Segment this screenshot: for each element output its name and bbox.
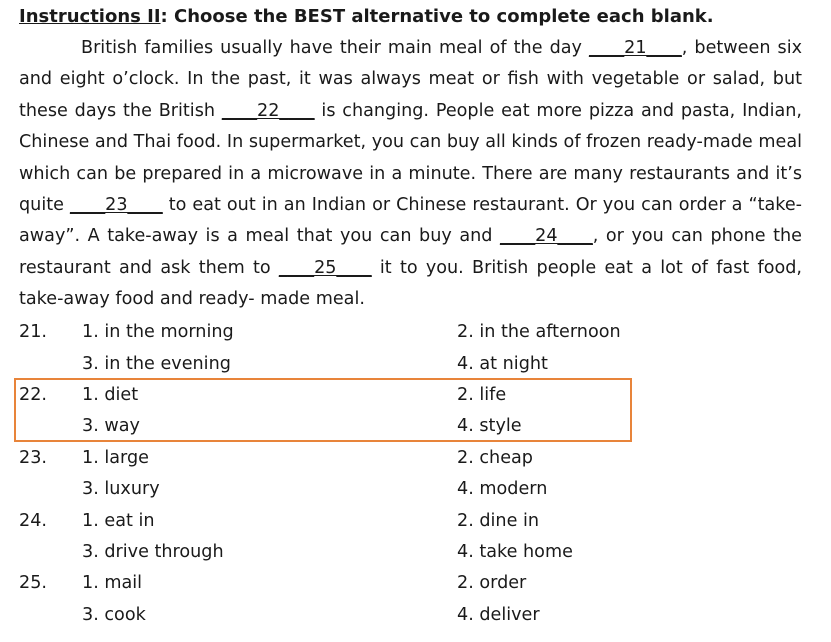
- option-choice: 3. cook: [82, 605, 146, 625]
- blank-22: ____22____: [221, 100, 315, 121]
- passage-segment: to eat out in an Indian or Chinese restaurant. Or you can order a “take-away”. A take-away is a meal that you can buy and: [19, 195, 803, 247]
- passage-segment: British families usually have their main meal of the day: [81, 38, 589, 58]
- option-choice: 3. luxury: [82, 479, 160, 499]
- question-number: 23.: [19, 448, 47, 468]
- question-number: 22.: [19, 385, 47, 405]
- instructions-heading: [19, 6, 714, 27]
- instructions-label: Instructions II: [19, 6, 161, 27]
- blank-25: ____25____: [278, 257, 372, 278]
- question-number: 25.: [19, 573, 47, 593]
- option-choice: 2. order: [457, 573, 527, 593]
- option-choice: 1. diet: [82, 385, 139, 405]
- option-choice: 3. in the evening: [82, 354, 231, 374]
- question-number: 24.: [19, 511, 47, 531]
- option-choice: 3. way: [82, 416, 140, 436]
- question-number: 21.: [19, 322, 47, 342]
- passage-segment: is changing. People eat more pizza and pasta, Indian, Chinese and Thai food. In supermarket, you can buy all kinds of frozen ready-made meal which can be prepared in a microwave in a minute. There are many restaurants and it’s quite: [19, 100, 802, 216]
- option-choice: 2. cheap: [457, 448, 533, 468]
- option-choice: 4. modern: [457, 479, 548, 499]
- reading-passage: [19, 33, 802, 316]
- option-choice: 4. at night: [457, 354, 548, 374]
- blank-24: ____24____: [499, 226, 593, 247]
- instructions-text: : Choose the BEST alternative to complete each blank.: [160, 6, 714, 27]
- passage-segment: it to you. British people eat a lot of fast food, take-away food and ready- made meal.: [19, 257, 802, 310]
- option-choice: 4. take home: [457, 542, 573, 562]
- option-choice: 2. dine in: [457, 511, 540, 531]
- option-choice: 3. drive through: [82, 542, 224, 562]
- blank-21: ____21____: [588, 38, 682, 58]
- passage-segment: , between six and eight o’clock. In the past, it was always meat or fish with vegetable or salad, but these days the British: [19, 38, 802, 121]
- option-choice: 1. eat in: [82, 511, 155, 531]
- blank-23: ____23____: [69, 195, 163, 216]
- option-choice: 1. mail: [82, 573, 143, 593]
- option-choice: 2. life: [457, 385, 507, 405]
- option-choice: 2. in the afternoon: [457, 322, 621, 342]
- option-choice: 4. deliver: [457, 605, 540, 625]
- passage-segment: , or you can phone the restaurant and ask them to: [19, 226, 802, 278]
- option-choice: 1. in the morning: [82, 322, 234, 342]
- option-choice: 1. large: [82, 448, 149, 468]
- option-choice: 4. style: [457, 416, 522, 436]
